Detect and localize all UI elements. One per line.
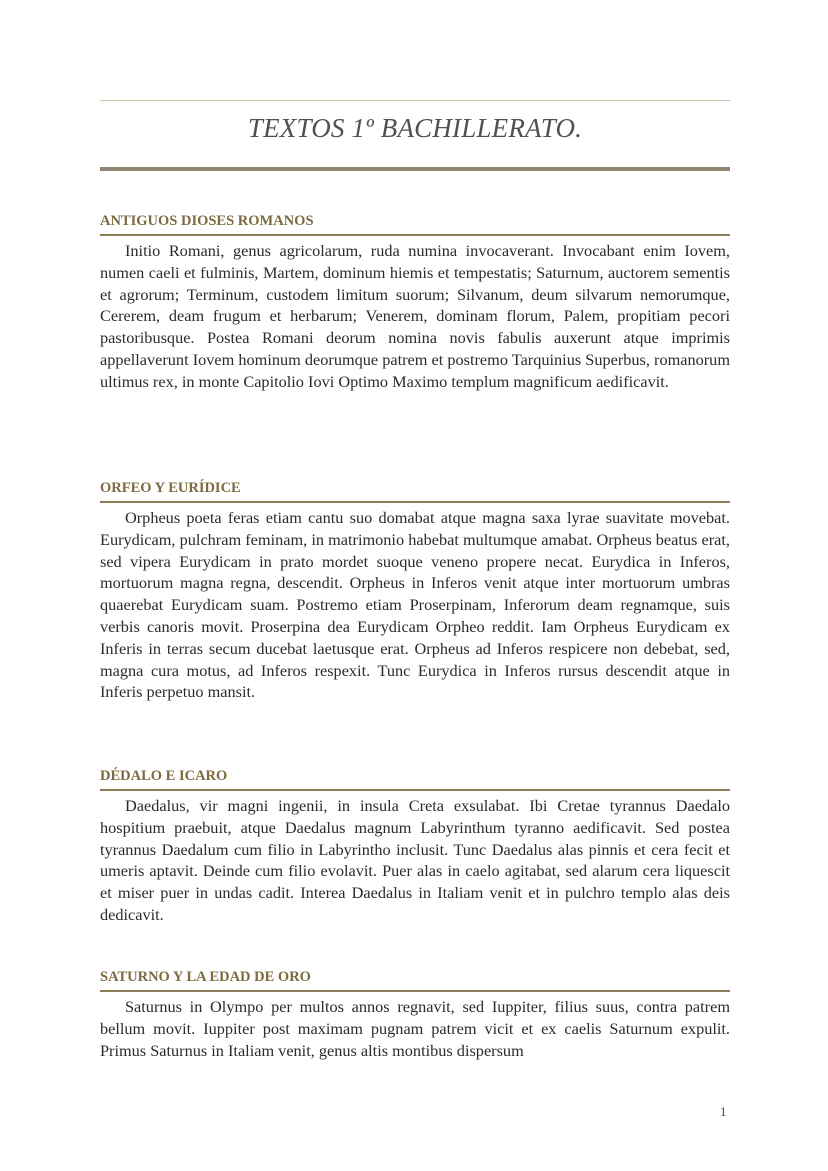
section-heading: DÉDALO E ICARO [100, 767, 730, 791]
section-heading: SATURNO Y LA EDAD DE ORO [100, 968, 730, 992]
section-dedalo [100, 767, 730, 926]
section-saturno [100, 968, 730, 1061]
document-page [100, 0, 730, 1171]
document-title: TEXTOS 1º BACHILLERATO. [247, 113, 583, 143]
section-orfeo [100, 479, 730, 703]
section-antiguos-dioses [100, 212, 730, 393]
section-text: Saturnus in Olympo per multos annos regnavit, sed Iuppiter, filius suus, contra patrem bellum movit. Iuppiter post maximam pugnam patrem vicit et ex caelis Saturnum expulit. Primus Saturnus in Italiam venit, genus altis montibus dispersum [100, 997, 730, 1060]
page-number: 1 [720, 1104, 727, 1119]
section-heading: ANTIGUOS DIOSES ROMANOS [100, 212, 730, 236]
section-text: Daedalus, vir magni ingenii, in insula Creta exsulabat. Ibi Cretae tyrannus Daedalo hospitium praebuit, atque Daedalus magnum Labyrinthum tyranno aedificavit. Sed postea tyrannus Daedalum cum filio in Labyrintho inclusit. Tunc Daedalus alas pinnis et cera fecit et umeris aptavit. Deinde cum filio evolavit. Puer alas in caelo agitabat, sed alarum cera liquescit et miser puer in undas cadit. Interea Daedalus in Italiam venit et in pulchro templo alas deis dedicavit. [100, 796, 730, 924]
title-divider [100, 167, 730, 171]
top-divider [100, 100, 730, 101]
section-text: Initio Romani, genus agricolarum, ruda numina invocaverant. Invocabant enim Iovem, numen caeli et fulminis, Martem, dominum hiemis et tempestatis; Saturnum, auctorem sementis et agrorum; Terminum, custodem limitum suorum; Silvanum, deum silvarum nemorumque, Cererem, deam frugum et herbarum; Venerem, dominam florum, Palem, propitiam pecori pastoribusque. Postea Romani deorum nomina novis fabulis auxerunt atque imprimis appellaverunt Iovem hominum deorumque patrem et postremo Tarquinius Superbus, romanorum ultimus rex, in monte Capitolio Iovi Optimo Maximo templum magnificum aedificavit. [100, 241, 730, 391]
section-heading: ORFEO Y EURÍDICE [100, 479, 730, 503]
section-text: Orpheus poeta feras etiam cantu suo domabat atque magna saxa lyrae suavitate movebat. Eurydicam, pulchram feminam, in matrimonio habebat multumque amabat. Orpheus beatus erat, sed vipera Eurydicam in prato mordet suoque veneno propere necat. Eurydica in Inferos, mortuorum magna regna, descendit. Orpheus in Inferos venit atque inter mortuorum umbras quaerebat Eurydicam suam. Postremo etiam Proserpinam, Inferorum deam regnamque, suis verbis canoris movit. Proserpina dea Eurydicam Orpheo reddit. Iam Orpheus Eurydicam ex Inferis in terras secum ducebat laetusque erat. Orpheus ad Inferos respicere non debebat, sed, magna cura motus, ad Inferos respexit. Tunc Eurydica in Inferos rursus descendit atque in Inferis perpetuo mansit. [100, 508, 730, 702]
